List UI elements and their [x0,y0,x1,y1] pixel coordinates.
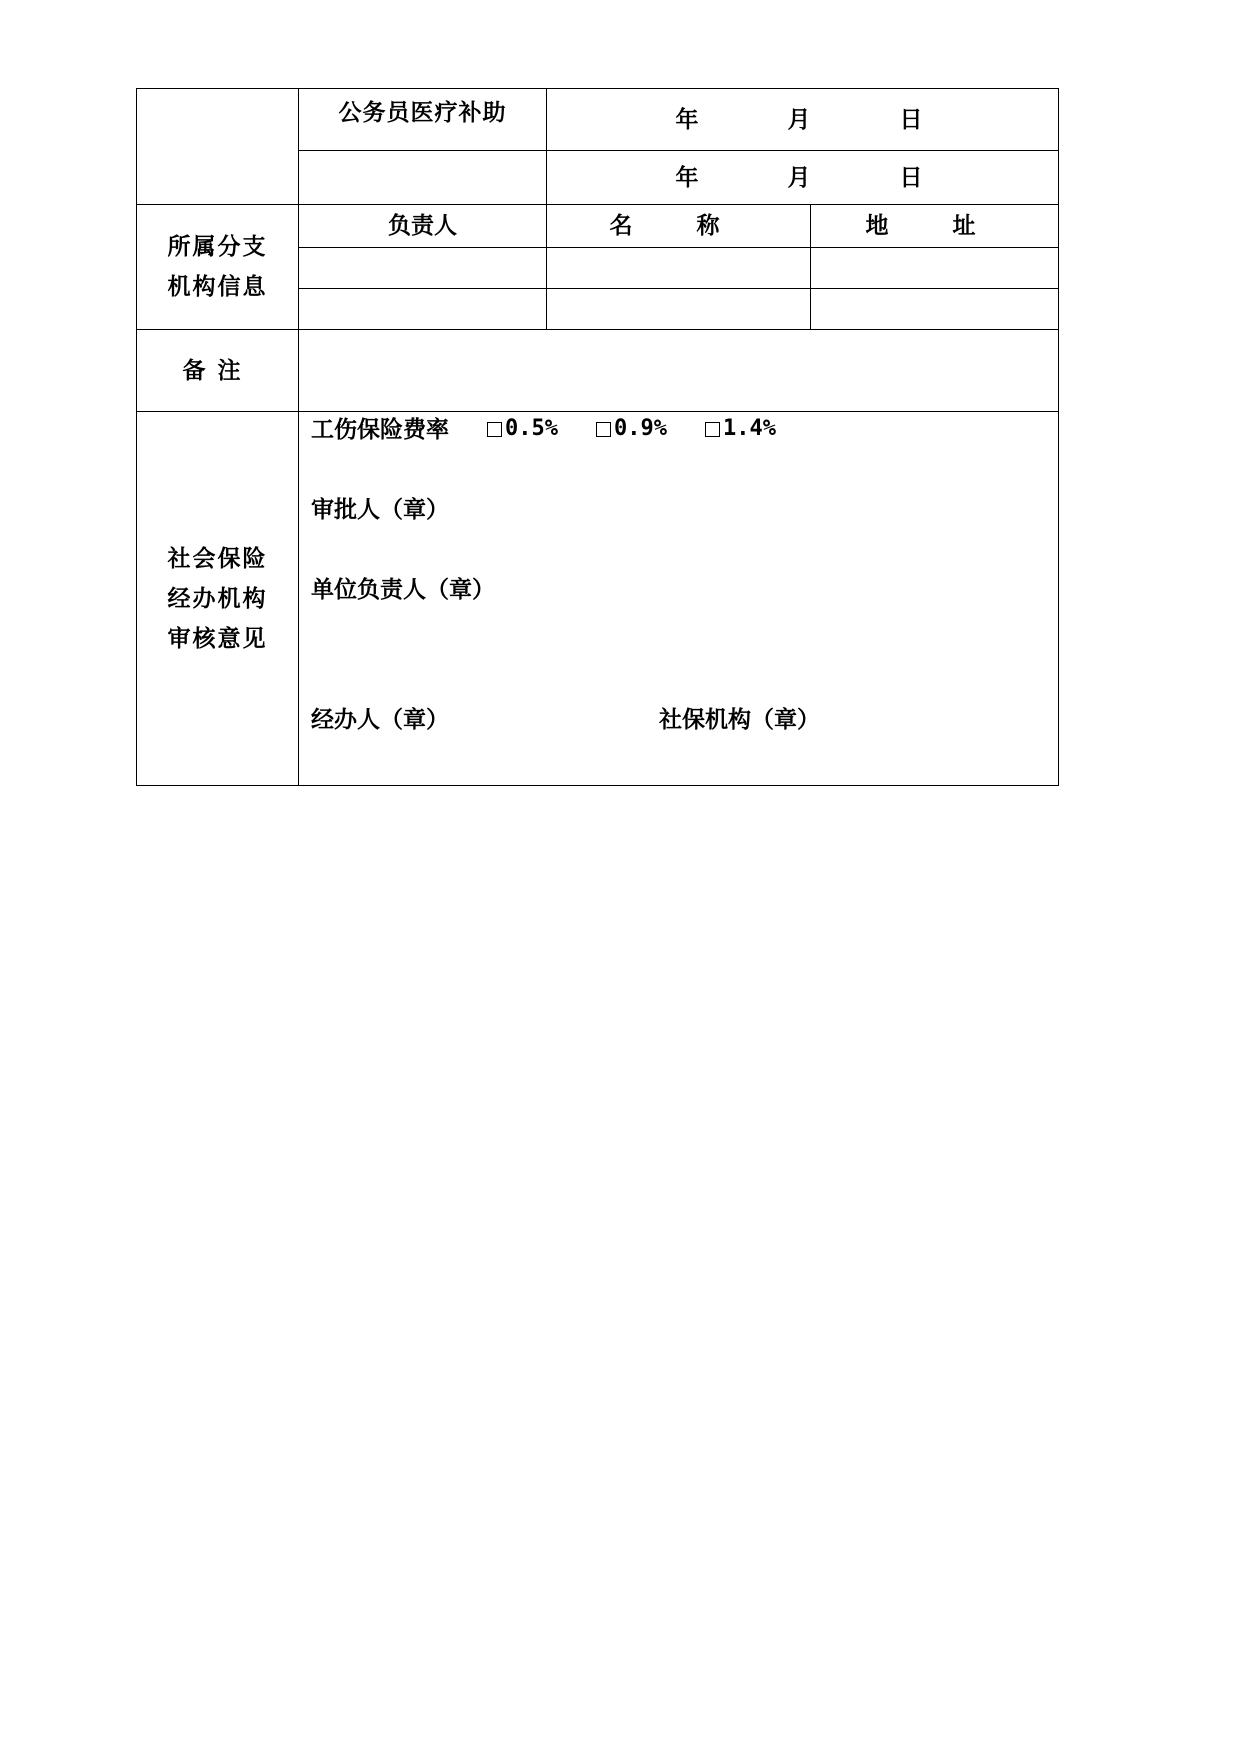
branch-name-field[interactable] [547,289,811,330]
date-year-label: 年 [675,163,699,191]
remark-row [137,330,1059,412]
checkbox-icon[interactable] [596,422,611,437]
branch-address-field[interactable] [811,289,1059,330]
handler-label: 经办人（章） [311,706,449,733]
branch-header-manager: 负责人 [299,205,547,248]
subsidy-date-1[interactable] [547,89,1059,151]
approver-label: 审批人（章） [311,496,449,523]
review-label-line1: 社会保险 [167,544,268,572]
rate-option-0-5[interactable] [487,416,558,442]
rate-option-0-9[interactable] [596,416,667,442]
subsidy-row-1 [137,89,1059,151]
subsidy-label: 公务员医疗补助 [299,89,547,151]
branch-manager-field[interactable] [299,289,547,330]
agency-label: 社保机构（章） [659,706,820,733]
date-month-label: 月 [787,163,811,191]
subsidy-side-cell [137,89,299,205]
remark-field[interactable] [299,330,1059,412]
injury-rate-label: 工伤保险费率 [311,416,449,443]
subsidy-date-2[interactable] [547,151,1059,205]
branch-address-field[interactable] [811,248,1059,289]
review-label [137,412,299,786]
rate-option-label: 0.5% [505,416,558,442]
review-label-line3: 审核意见 [167,624,268,652]
branch-label [137,205,299,330]
subsidy-blank-cell[interactable] [299,151,547,205]
date-month-label: 月 [787,105,811,133]
rate-option-label: 0.9% [614,416,667,442]
checkbox-icon[interactable] [705,422,720,437]
rate-option-1-4[interactable] [705,416,776,442]
branch-label-line1: 所属分支 [167,233,268,260]
branch-header-name: 名 称 [547,205,811,248]
checkbox-icon[interactable] [487,422,502,437]
date-day-label: 日 [899,163,923,191]
branch-label-line2: 机构信息 [167,273,268,300]
remark-label: 备注 [137,330,299,412]
unit-head-label: 单位负责人（章） [311,576,495,603]
review-content [299,412,1059,786]
rate-option-label: 1.4% [723,416,776,442]
registration-form-table [136,88,1059,786]
review-label-line2: 经办机构 [167,584,268,612]
branch-header-row [137,205,1059,248]
date-year-label: 年 [675,105,699,133]
branch-manager-field[interactable] [299,248,547,289]
review-row [137,412,1059,786]
injury-rate-line [311,416,776,444]
branch-name-field[interactable] [547,248,811,289]
branch-header-address: 地 址 [811,205,1059,248]
date-day-label: 日 [899,105,923,133]
